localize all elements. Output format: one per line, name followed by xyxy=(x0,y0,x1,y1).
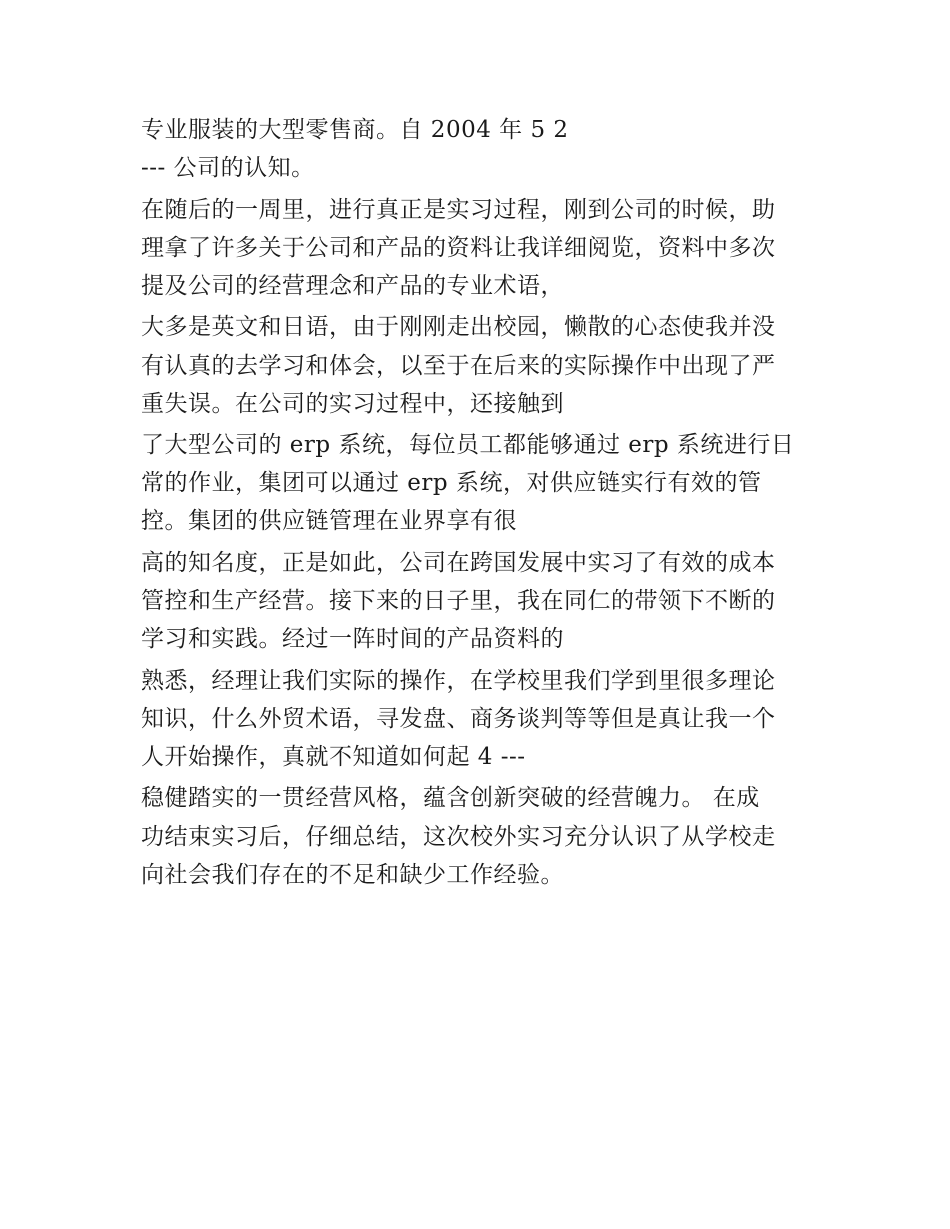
text-line: 了大型公司的 erp 系统，每位员工都能够通过 erp 系统进行日 xyxy=(141,432,795,459)
text-line: 功结束实习后，仔细总结，这次校外实习充分认识了从学校走 xyxy=(141,823,776,850)
text-line: 重失误。在公司的实习过程中，还接触到 xyxy=(141,390,564,417)
text-line: 理拿了许多关于公司和产品的资料让我详细阅览，资料中多次 xyxy=(141,234,776,261)
text-line: 专业服装的大型零售商。自 2004 年 5 2 xyxy=(141,117,569,143)
text-line: 学习和实践。经过一阵时间的产品资料的 xyxy=(141,626,564,653)
document-body xyxy=(141,111,821,894)
text-line: 熟悉，经理让我们实际的操作，在学校里我们学到里很多理论 xyxy=(141,667,776,694)
text-line: 稳健踏实的一贯经营风格，蕴含创新突破的经营魄力。 在成 xyxy=(141,785,760,812)
text-line: 管控和生产经营。接下来的日子里，我在同仁的带领下不断的 xyxy=(141,588,776,614)
text-line: 提及公司的经营理念和产品的专业术语， xyxy=(141,272,564,299)
text-line: 在随后的一周里，进行真正是实习过程，刚到公司的时候，助 xyxy=(141,196,776,223)
text-line: --- 公司的认知。 xyxy=(141,155,315,182)
text-line: 高的知名度，正是如此，公司在跨国发展中实习了有效的成本 xyxy=(141,549,776,576)
text-line: 向社会我们存在的不足和缺少工作经验。 xyxy=(141,861,564,888)
text-line: 常的作业，集团可以通过 erp 系统，对供应链实行有效的管 xyxy=(141,470,762,497)
text-line: 控。集团的供应链管理在业界享有很 xyxy=(141,508,517,535)
text-line: 人开始操作，真就不知道如何起 4 --- xyxy=(141,743,526,770)
text-line: 有认真的去学习和体会，以至于在后来的实际操作中出现了严 xyxy=(141,352,776,379)
text-line: 知识，什么外贸术语，寻发盘、商务谈判等等但是真让我一个 xyxy=(141,705,776,732)
text-line: 大多是英文和日语，由于刚刚走出校园，懒散的心态使我并没 xyxy=(141,314,776,341)
